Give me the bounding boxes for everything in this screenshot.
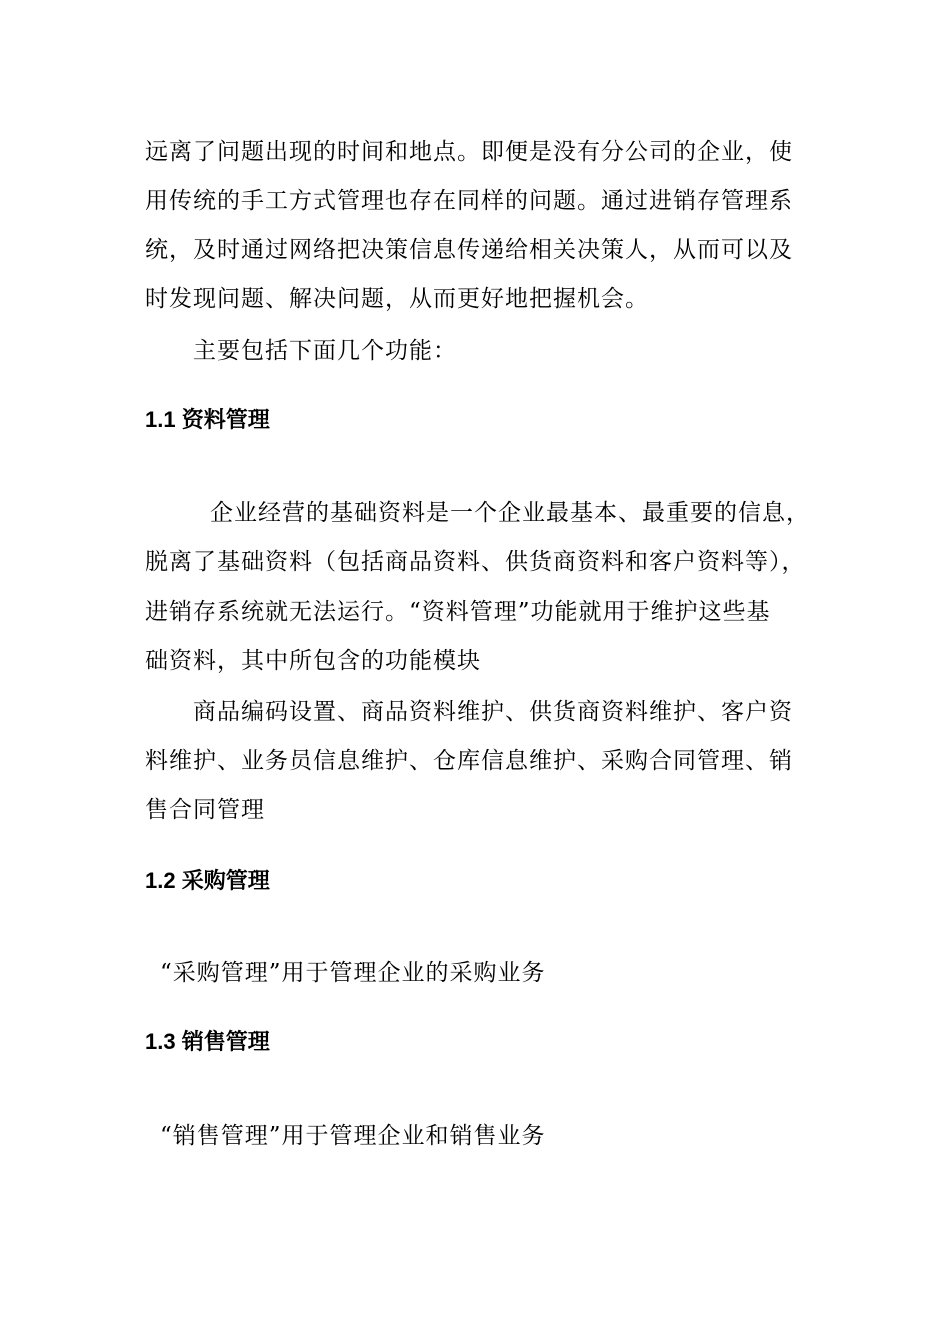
section-heading-1-1: 1.1 资料管理 bbox=[145, 407, 270, 432]
functions-lead: 主要包括下面几个功能： bbox=[193, 338, 457, 364]
intro-line-2: 用传统的手工方式管理也存在同样的问题。通过进销存管理系 bbox=[145, 188, 793, 214]
section-1-3-body-line-1: “销售管理”用于管理企业和销售业务 bbox=[160, 1123, 546, 1149]
section-1-1-modules-line-3: 售合同管理 bbox=[145, 797, 265, 823]
section-1-1-modules-line-1: 商品编码设置、商品资料维护、供货商资料维护、客户资 bbox=[193, 699, 793, 725]
intro-line-4: 时发现问题、解决问题，从而更好地把握机会。 bbox=[145, 286, 649, 312]
section-1-1-body-line-3: 进销存系统就无法运行。“资料管理”功能就用于维护这些基 bbox=[145, 599, 771, 625]
section-1-1-body-line-4: 础资料，其中所包含的功能模块 bbox=[145, 648, 481, 674]
section-1-1-body-line-2: 脱离了基础资料（包括商品资料、供货商资料和客户资料等）， bbox=[145, 549, 806, 575]
section-1-1-modules-line-2: 料维护、业务员信息维护、仓库信息维护、采购合同管理、销 bbox=[145, 748, 793, 774]
intro-line-1: 远离了问题出现的时间和地点。即便是没有分公司的企业，使 bbox=[145, 139, 793, 165]
section-heading-1-3: 1.3 销售管理 bbox=[145, 1029, 270, 1054]
section-1-1-body-line-1: 企业经营的基础资料是一个企业最基本、最重要的信息， bbox=[210, 500, 810, 526]
section-1-2-body-line-1: “采购管理”用于管理企业的采购业务 bbox=[160, 960, 546, 986]
section-heading-1-2: 1.2 采购管理 bbox=[145, 868, 270, 893]
intro-line-3: 统，及时通过网络把决策信息传递给相关决策人，从而可以及 bbox=[145, 237, 793, 263]
